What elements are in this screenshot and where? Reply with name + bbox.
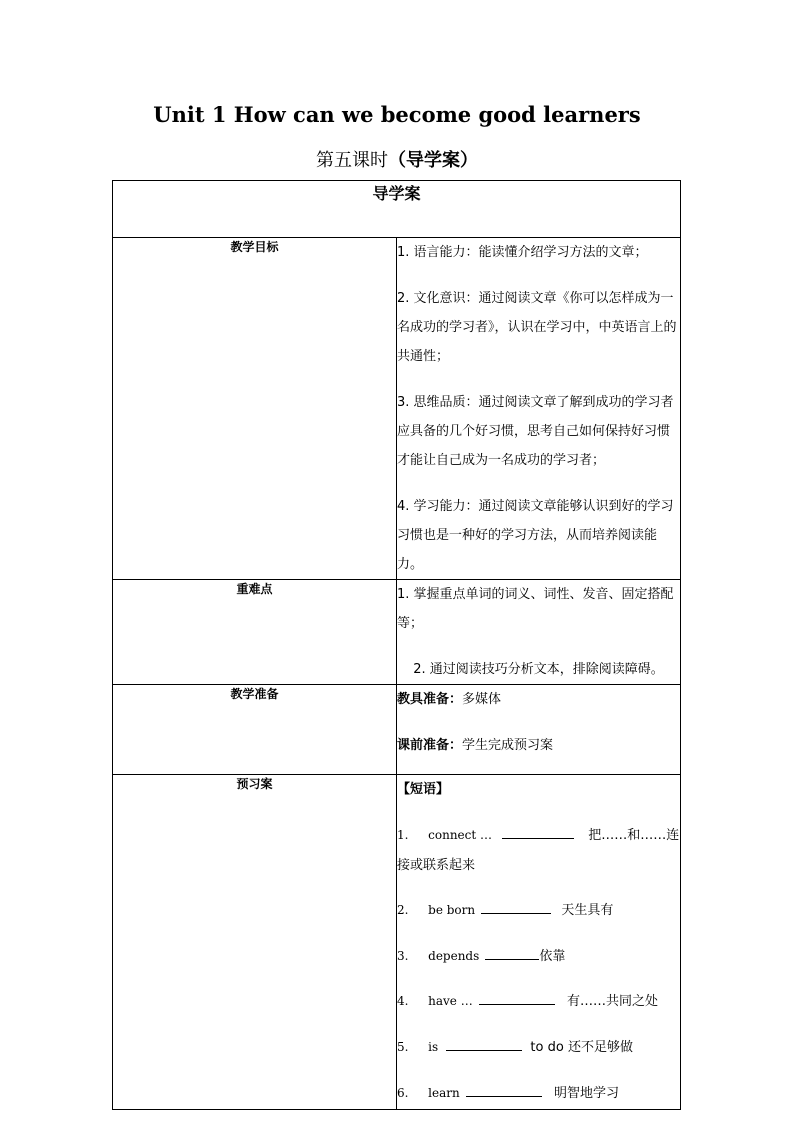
phrase-item: 4. have … 有……共同之处 <box>397 994 659 1010</box>
preview-label: 预习案 <box>113 775 397 1110</box>
preparation-item: 课前准备：学生完成预习案 <box>397 738 554 753</box>
answer-blank[interactable] <box>466 1084 542 1097</box>
phrase-item: 1. connect … 把……和……连接或联系起来 <box>397 827 680 873</box>
objective-item: 1. 语言能力：能读懂介绍学习方法的文章； <box>397 245 648 260</box>
phrase-item: 2. be born 天生具有 <box>397 903 614 919</box>
preview-content <box>397 775 681 1110</box>
key-point-item: 1. 掌握重点单词的词义、词性、发音、固定搭配等； <box>397 587 674 631</box>
answer-blank[interactable] <box>485 947 539 960</box>
subtitle-lesson: 第五课时 <box>316 150 388 171</box>
subtitle-type: （导学案） <box>388 150 478 171</box>
phrase-item: 5. is to do 还不足够做 <box>397 1039 633 1055</box>
key-point-item: 2. 通过阅读技巧分析文本，排除阅读障碍。 <box>413 662 664 677</box>
answer-blank[interactable] <box>479 992 555 1005</box>
objectives-content <box>397 238 681 580</box>
objectives-label: 教学目标 <box>113 238 397 580</box>
key-points-content <box>397 580 681 685</box>
answer-blank[interactable] <box>481 901 551 914</box>
page-title: Unit 1 How can we become good learners <box>153 102 641 127</box>
phrase-item: 3. depends 依靠 <box>397 948 566 964</box>
phrase-item: 6. learn 明智地学习 <box>397 1085 619 1101</box>
objective-item: 3. 思维品质：通过阅读文章了解到成功的学习者应具备的几个好习惯，思考自己如何保持好习惯才能让自己成为一名成功的学习者； <box>397 395 674 468</box>
answer-blank[interactable] <box>446 1038 522 1051</box>
page-subtitle <box>0 146 794 172</box>
key-points-label: 重难点 <box>113 580 397 685</box>
answer-blank[interactable] <box>502 826 574 839</box>
objective-item: 4. 学习能力：通过阅读文章能够认识到好的学习习惯也是一种好的学习方法，从而培养阅读能力。 <box>397 499 674 572</box>
lesson-table <box>112 180 681 1110</box>
preparation-item: 教具准备：多媒体 <box>397 692 502 707</box>
preparation-label: 教学准备 <box>113 685 397 775</box>
preparation-content <box>397 685 681 775</box>
table-header: 导学案 <box>113 181 681 238</box>
objective-item: 2. 文化意识：通过阅读文章《你可以怎样成为一名成功的学习者》，认识在学习中，中英语言上的共通性； <box>397 291 677 364</box>
section-title: 【短语】 <box>397 782 450 797</box>
